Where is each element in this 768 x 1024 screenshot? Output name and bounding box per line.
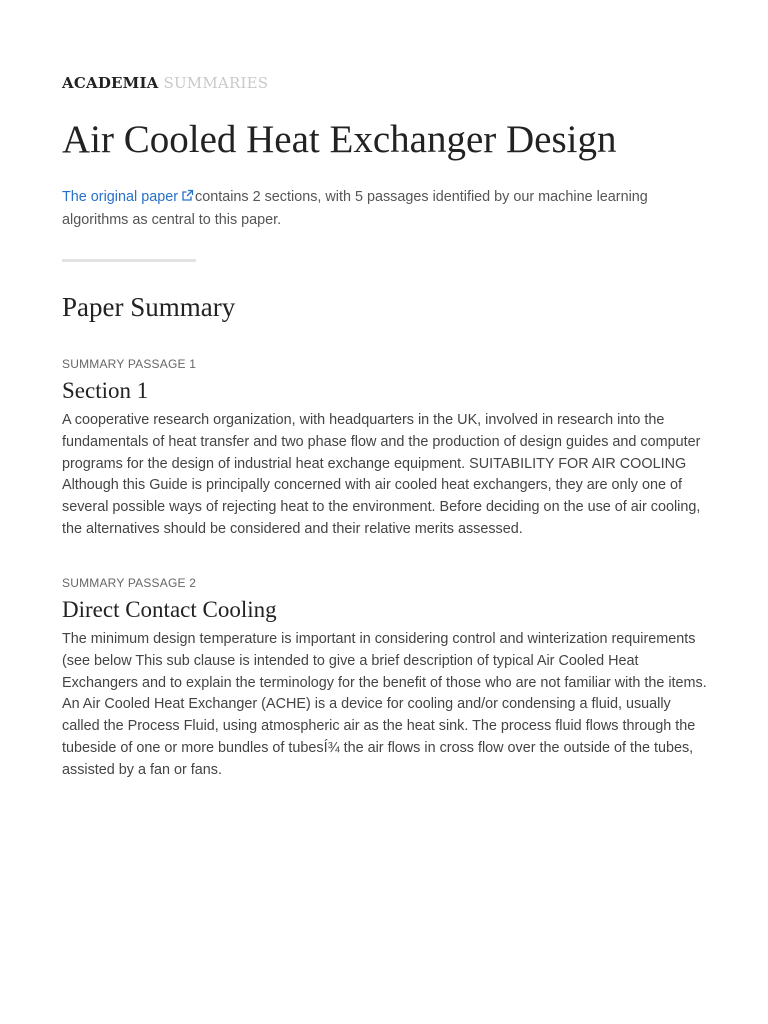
intro-paragraph	[62, 186, 702, 231]
brand-summaries: SUMMARIES	[163, 74, 269, 92]
page-title: Air Cooled Heat Exchanger Design	[62, 118, 617, 161]
passage-label: SUMMARY PASSAGE 2	[62, 576, 197, 590]
original-paper-link-label: The original paper	[62, 189, 178, 205]
summary-passage-1	[62, 356, 712, 541]
paper-summary-heading: Paper Summary	[62, 292, 236, 322]
passage-label: SUMMARY PASSAGE 1	[62, 357, 197, 371]
passage-title: Section 1	[62, 378, 149, 403]
brand-academia: ACADEMIA	[62, 74, 159, 92]
external-link-icon	[181, 187, 194, 209]
section-divider	[62, 259, 196, 262]
summary-passage-2	[62, 575, 712, 782]
passage-text: The minimum design temperature is important in considering control and winterization requirements (see below This sub clause is intended to give a brief description of typical Air Cooled Heat Exchangers and to explain the terminology for the benefit of those who are not familiar with the items. An Air Cooled Heat Exchanger (ACHE) is a device for cooling and/or condensing a fluid, usually called the Process Fluid, using atmospheric air as the heat sink. The process fluid flows through the tubeside of one or more bundles of tubesÍ¾ the air flows in cross flow over the outside of the tubes, assisted by a fan or fans.	[62, 631, 707, 778]
intro-text: contains 2 sections, with 5 passages identified by our machine learning algorithms as central to this paper.	[62, 189, 648, 228]
site-brand[interactable]	[62, 74, 268, 92]
original-paper-link[interactable]	[62, 189, 195, 205]
passage-title: Direct Contact Cooling	[62, 597, 277, 622]
passage-text: A cooperative research organization, with headquarters in the UK, involved in research into the fundamentals of heat transfer and two phase flow and the production of design guides and computer programs for the design of industrial heat exchange equipment. SUITABILITY FOR AIR COOLING Although this Guide is principally concerned with air cooled heat exchangers, they are only one of several possible ways of rejecting heat to the environment. Before deciding on the use of air cooling, the alternatives should be considered and their relative merits assessed.	[62, 412, 701, 537]
